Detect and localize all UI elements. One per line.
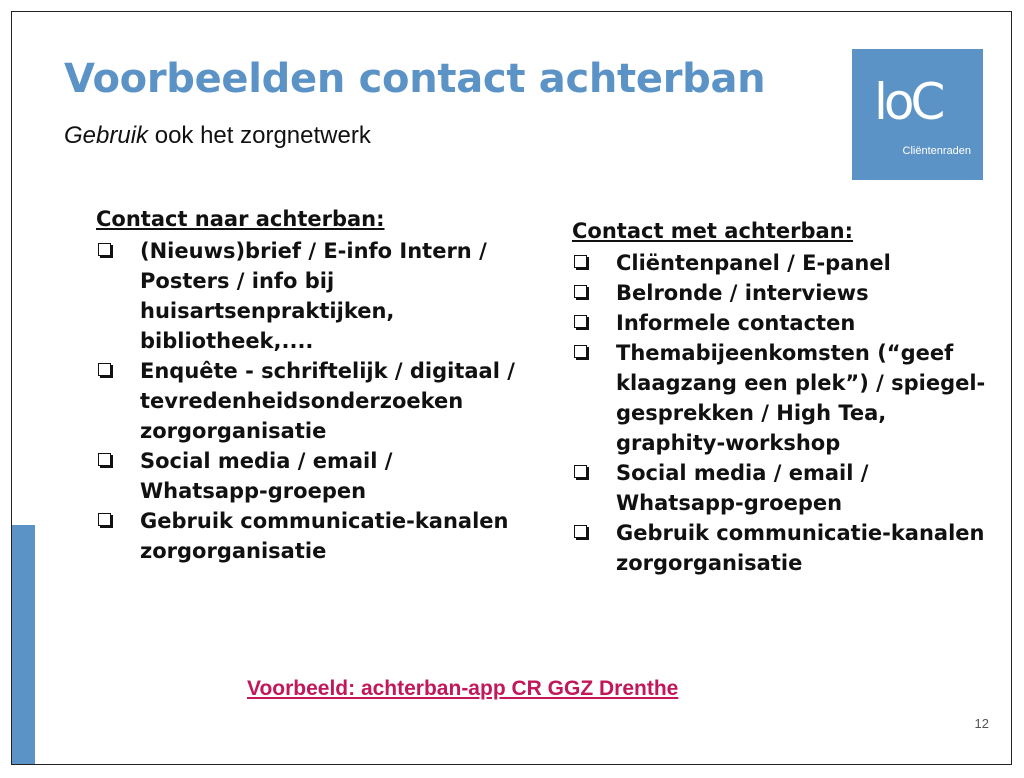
list-item-text: Themabijeenkomsten (“geef klaagzang een plek”) / spiegel-gesprekken / High Tea, graphity-workshop [616,341,986,455]
list-item [572,338,992,458]
list-item-text: Informele contacten [616,311,856,335]
list-item [572,278,992,308]
loc-logo-mark: loC [874,73,942,131]
left-list [96,236,516,566]
checkbox-bullet-icon [98,446,111,476]
list-item [96,236,516,356]
checkbox-bullet-icon [574,308,587,338]
list-item-text: Gebruik communicatie-kanalen zorgorganisatie [140,509,509,563]
checkbox-bullet-icon [98,506,111,536]
slide-subtitle [64,122,371,150]
checkbox-bullet-icon [574,278,587,308]
list-item-text: Social media / email / Whatsapp-groepen [616,461,869,515]
list-item-text: (Nieuws)brief / E-info Intern / Posters / info bij huisartsenpraktijken, bibliotheek,.... [140,239,487,353]
checkbox-bullet-icon [574,518,587,548]
list-item-text: Gebruik communicatie-kanalen zorgorganisatie [616,521,985,575]
list-item [96,506,516,566]
checkbox-bullet-icon [574,248,587,278]
loc-logo-subtitle: Cliëntenraden [902,145,971,157]
checkbox-bullet-icon [574,338,587,368]
accent-bar [12,525,35,765]
list-item-text: Belronde / interviews [616,281,869,305]
list-item-text: Enquête - schriftelijk / digitaal / tevredenheidsonderzoeken zorgorganisatie [140,359,515,443]
list-item [572,458,992,518]
loc-logo [852,49,983,180]
right-column [572,216,992,578]
right-list [572,248,992,578]
subtitle-rest: ook het zorgnetwerk [148,122,371,149]
left-heading: Contact naar achterban: [96,207,385,231]
subtitle-emphasis: Gebruik [64,122,149,149]
list-item [572,308,992,338]
list-item-text: Social media / email / Whatsapp-groepen [140,449,393,503]
checkbox-bullet-icon [574,458,587,488]
left-column [96,204,516,566]
list-item [572,518,992,578]
page-number: 12 [974,716,989,731]
list-item [96,356,516,446]
right-heading: Contact met achterban: [572,219,854,243]
slide-title: Voorbeelden contact achterban [64,56,766,102]
list-item [572,248,992,278]
checkbox-bullet-icon [98,356,111,386]
checkbox-bullet-icon [98,236,111,266]
list-item [96,446,516,506]
list-item-text: Cliëntenpanel / E-panel [616,251,891,275]
achterban-app-link[interactable]: Voorbeeld: achterban-app CR GGZ Drenthe [247,677,679,700]
slide [11,11,1012,765]
